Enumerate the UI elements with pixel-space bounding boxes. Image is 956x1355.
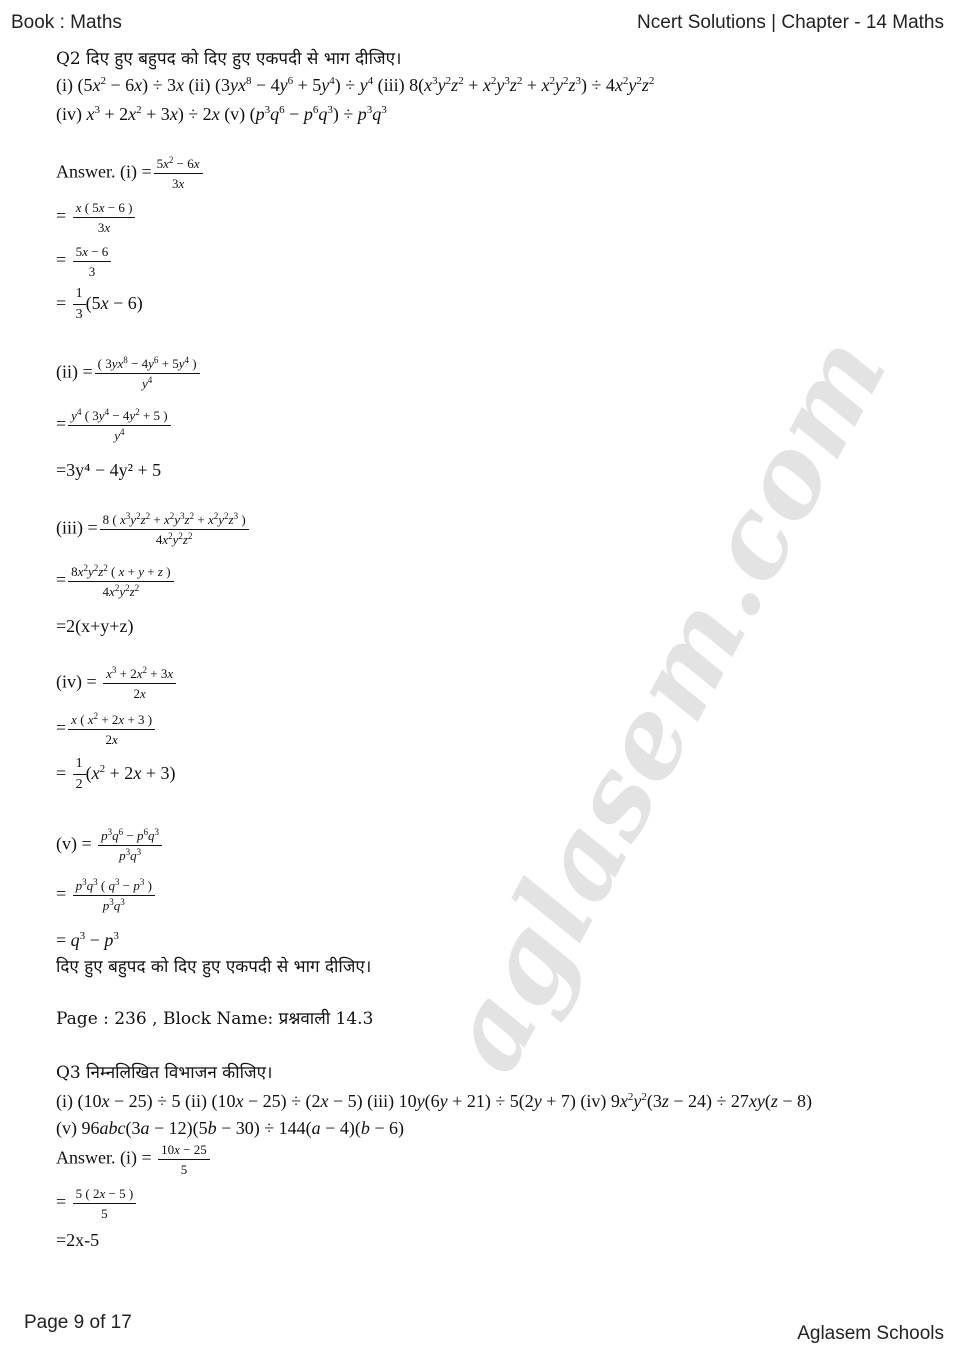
step-iii-2: =2(x+y+z) (56, 616, 134, 636)
header-book: Book : Maths (11, 12, 122, 33)
answer-iv: (iv) = $\frac{x^3 + 2x^2 + 3x}{2x}$ (56, 666, 176, 701)
step-ii-2: =3y⁴ − 4y² + 5 (56, 460, 162, 480)
step-v-2: = $q^3 - p^3$ (56, 930, 119, 950)
q2-prompt: Q2 दिए हुए बहुपद को दिए हुए एकपदी से भाग दीजिए। (56, 49, 402, 69)
header-chapter: Ncert Solutions | Chapter - 14 Maths (637, 12, 944, 33)
q3-parts-line1: (i) (10x − 25) ÷ 5 (ii) (10x − 25) ÷ (2x − 5) (iii) 10y(6y + 21) ÷ 5(2y + 7) (iv) $9x^2y^2(3z - 24) \div 27xy(z - 8)$ (56, 1091, 813, 1111)
answer-i: Answer. (i) = $\frac{5x^2 - 6x}{3x}$ (56, 156, 203, 191)
step-i-2: = $\frac{5x - 6}{3}$ (56, 244, 111, 279)
step-iii-1: = $\frac{8x^2y^2z^2 ( x + y + z )}{4x^2y^2z^2}$ (56, 564, 174, 599)
step-iv-1: = $\frac{x ( x^2 + 2x + 3 )}{2x}$ (56, 712, 155, 747)
q3-prompt: Q3 निम्नलिखित विभाजन कीजिए। (56, 1063, 273, 1083)
answer-ii: (ii) = $\frac{( 3yx^8 - 4y^6 + 5y^4 )}{y^4}$ (56, 356, 200, 391)
watermark: aglasem.com (419, 314, 913, 1092)
step-i-1: = $\frac{x ( 5x - 6 )}{3x}$ (56, 200, 135, 235)
step-v-1: = $\frac{p^3q^3 ( q^3 - p^3 )}{p^3q^3}$ (56, 878, 155, 913)
answer-iii: (iii) = $\frac{8 ( x^3y^2z^2 + x^2y^3z^2 + x^2y^2z^3 )}{4x^2y^2z^2}$ (56, 512, 249, 547)
q3-step-i-2: =2x-5 (56, 1230, 100, 1250)
q3-step-i-1: = $\frac{5 ( 2x - 5 )}{5}$ (56, 1186, 136, 1221)
page-reference: Page : 236 , Block Name: प्रश्नवाली 14.3 (56, 1009, 374, 1029)
footer-page-number: Page 9 of 17 (24, 1312, 132, 1333)
step-i-3: = $\frac{1}{3}$ (5x − 6) (56, 286, 143, 322)
footer-publisher: Aglasem Schools (797, 1323, 944, 1344)
step-iv-2: = $\frac{1}{2}$ $(x^2 + 2x + 3)$ (56, 756, 176, 792)
q2-parts-line1: (i) $(5x^2 - 6x) \div 3x$ (ii) $(3yx^8 - 4y^6 + 5y^4) \div y^4$ (iii) $8(x^3y^2z^2 + x^2y^3z^2 + x^2y^2z^3) \div 4x^2y^2z^2$ (56, 75, 655, 95)
q2-parts-line2: (iv) $x^3 + 2x^2 + 3x) \div 2x$ (v) $(p^3q^6 - p^6q^3) \div p^3q^3$ (56, 104, 387, 124)
q3-parts-line2: (v) 96abc(3a − 12)(5b − 30) ÷ 144(a − 4)(b − 6) (56, 1118, 404, 1138)
q2-repeat: दिए हुए बहुपद को दिए हुए एकपदी से भाग दीजिए। (56, 957, 372, 977)
step-ii-1: = $\frac{y^4 ( 3y^4 - 4y^2 + 5 )}{y^4}$ (56, 408, 171, 443)
q3-answer-i: Answer. (i) = $\frac{10x - 25}{5}$ (56, 1142, 210, 1177)
answer-v: (v) = $\frac{p^3q^6 - p^6q^3}{p^3q^3}$ (56, 828, 162, 863)
